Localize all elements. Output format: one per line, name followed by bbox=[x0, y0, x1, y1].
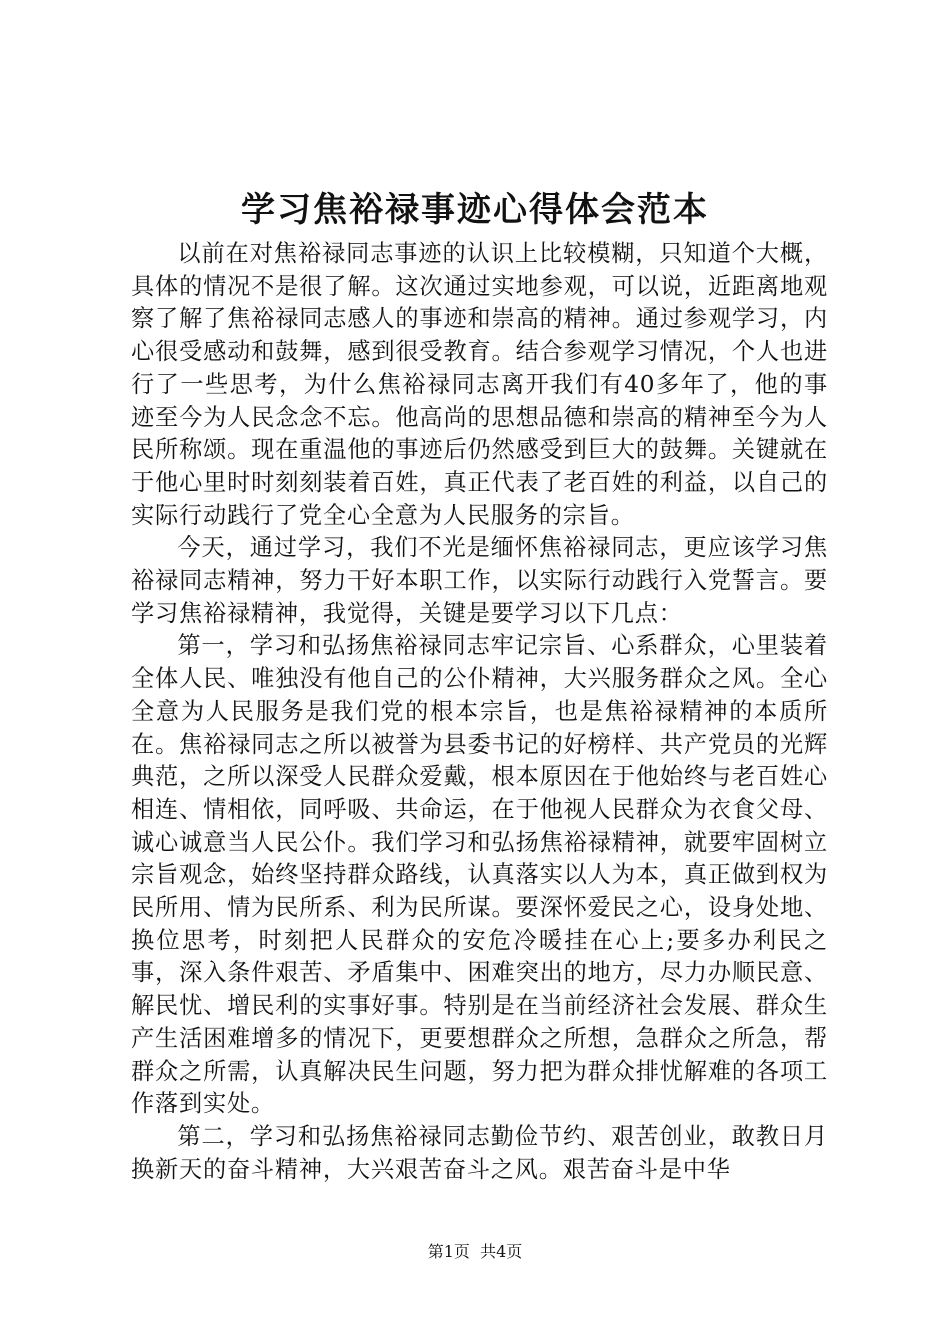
document-body bbox=[131, 238, 828, 1186]
paragraph-3: 第一，学习和弘扬焦裕禄同志牢记宗旨、心系群众，心里装着全体人民、唯独没有他自己的公仆精神，大兴服务群众之风。全心全意为人民服务是我们党的根本宗旨，也是焦裕禄精神的本质所在。焦裕禄同志之所以被誉为县委书记的好榜样、共产党员的光辉典范，之所以深受人民群众爱戴，根本原因在于他始终与老百姓心相连、情相依，同呼吸、共命运，在于他视人民群众为衣食父母、诚心诚意当人民公仆。我们学习和弘扬焦裕禄精神，就要牢固树立宗旨观念，始终坚持群众路线，认真落实以人为本，真正做到权为民所用、情为民所系、利为民所谋。要深怀爱民之心，设身处地、换位思考，时刻把人民群众的安危冷暖挂在心上;要多办利民之事，深入条件艰苦、矛盾集中、困难突出的地方，尽力办顺民意、解民忧、增民利的实事好事。特别是在当前经济社会发展、群众生产生活困难增多的情况下，更要想群众之所想，急群众之所急，帮群众之所需，认真解决民生问题，努力把为群众排忧解难的各项工作落到实处。 bbox=[131, 632, 828, 1118]
page-footer bbox=[0, 1241, 950, 1263]
page-total: 共4页 bbox=[480, 1242, 523, 1261]
paragraph-4: 第二，学习和弘扬焦裕禄同志勤俭节约、艰苦创业，敢教日月换新天的奋斗精神，大兴艰苦奋斗之风。艰苦奋斗是中华 bbox=[131, 1122, 828, 1183]
footer-separator bbox=[470, 1242, 480, 1261]
paragraph-2: 今天，通过学习，我们不光是缅怀焦裕禄同志，更应该学习焦裕禄同志精神，努力干好本职工作，以实际行动践行入党誓言。要学习焦裕禄精神，我觉得，关键是要学习以下几点： bbox=[131, 534, 828, 627]
paragraph-1: 以前在对焦裕禄同志事迹的认识上比较模糊，只知道个大概，具体的情况不是很了解。这次通过实地参观，可以说，近距离地观察了解了焦裕禄同志感人的事迹和崇高的精神。通过参观学习，内心很受感动和鼓舞，感到很受教育。结合参观学习情况，个人也进行了一些思考，为什么焦裕禄同志离开我们有40多年了，他的事迹至今为人民念念不忘。他高尚的思想品德和崇高的精神至今为人民所称颂。现在重温他的事迹后仍然感受到巨大的鼓舞。关键就在于他心里时时刻刻装着百姓，真正代表了老百姓的利益，以自己的实际行动践行了党全心全意为人民服务的宗旨。 bbox=[131, 240, 828, 529]
document-title: 学习焦裕禄事迹心得体会范本 bbox=[241, 190, 709, 230]
page-number: 第1页 bbox=[427, 1242, 470, 1261]
